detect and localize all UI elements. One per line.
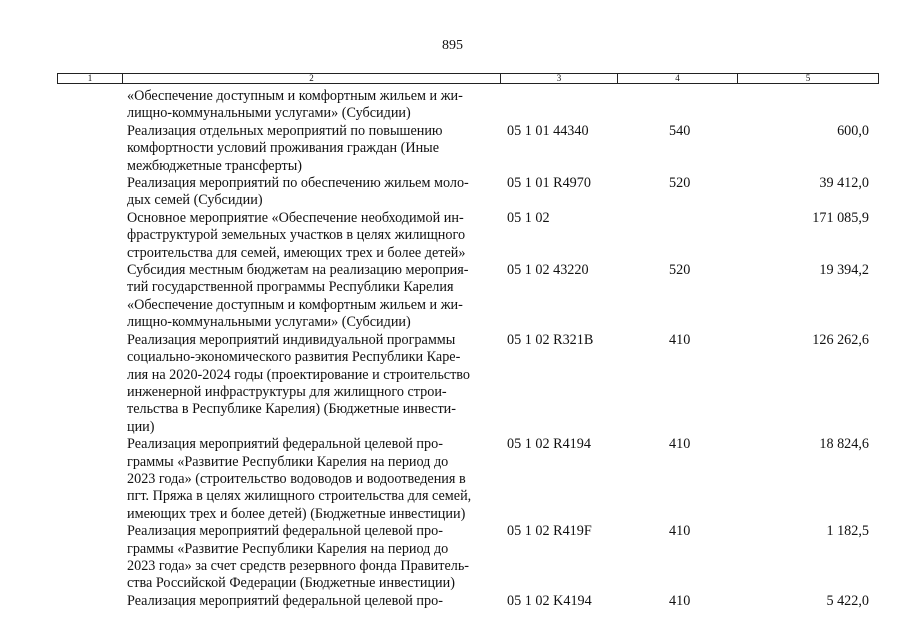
row-amount: 1 182,5 (826, 523, 869, 540)
table-row (57, 175, 879, 210)
row-code: 05 1 02 R4194 (507, 436, 591, 453)
row-description: Реализация отдельных мероприятий по повышению комфортности условий проживания граждан (Иные межбюджетные трансферты) (127, 122, 443, 174)
row-expense-type (669, 88, 729, 123)
row-expense-type: 410 (669, 331, 691, 348)
row-code: 05 1 01 R4970 (507, 175, 591, 192)
row-description: Реализация мероприятий по обеспечению жильем моло- дых семей (Субсидии) (127, 175, 469, 209)
table-header (57, 73, 879, 84)
row-amount: 600,0 (837, 122, 869, 139)
row-description: Реализация мероприятий индивидуальной программы социально-экономического развития Республики Каре- лия на 2020-2024 годы (проектирование и строительство инженерной инфраструктуры для жилищного строи- тельства в Республике Карелия) (Бюджетные инвести- ции) (127, 331, 470, 435)
row-code: 05 1 02 K4194 (507, 592, 592, 609)
row-code: 05 1 01 44340 (507, 122, 589, 139)
row-amount: 5 422,0 (826, 592, 869, 609)
row-amount: 18 824,6 (819, 436, 869, 453)
row-code: 05 1 02 (507, 209, 550, 226)
header-col-3: 3 (501, 74, 618, 83)
table-row (57, 593, 879, 610)
page-number: 895 (442, 38, 463, 53)
table-row (57, 123, 879, 175)
row-code: 05 1 02 R419F (507, 523, 592, 540)
row-expense-type: 410 (669, 436, 691, 453)
row-description: Субсидия местным бюджетам на реализацию мероприя- тий государственной программы Республики Карелия «Обеспечение доступным и комфортным жильем и жи- лищно-коммунальными услугами» (Субсидии) (127, 262, 469, 331)
table-row (57, 332, 879, 436)
row-amount: 171 085,9 (812, 209, 869, 226)
row-code: 05 1 02 43220 (507, 262, 589, 279)
row-expense-type: 410 (669, 592, 691, 609)
row-amount: 126 262,6 (812, 331, 869, 348)
table-row (57, 210, 879, 262)
row-description: Реализация мероприятий федеральной целевой про- граммы «Развитие Республики Карелия на период до 2023 года» (строительство водоводов и водоотведения в пгт. Пряжа в целях жилищного строительства для семей, имеющих трех и более детей) (Бюджетные инвестиции) (127, 436, 472, 522)
row-expense-type: 540 (669, 122, 691, 139)
row-description: «Обеспечение доступным и комфортным жильем и жи- лищно-коммунальными услугами» (Субсидии) (127, 88, 463, 122)
row-description: Реализация мероприятий федеральной целевой про- граммы «Развитие Республики Карелия на период до 2023 года» за счет средств резервного фонда Правитель- ства Российской Федерации (Бюджетные инвестиции) (127, 523, 470, 592)
header-col-5: 5 (805, 73, 811, 83)
row-code: 05 1 02 R321B (507, 331, 594, 348)
row-description: Основное мероприятие «Обеспечение необходимой ин- фраструктурой земельных участков в целях жилищного строительства для семей, имеющих трех и более детей» (127, 209, 466, 261)
table-row (57, 523, 879, 593)
row-amount: 19 394,2 (819, 262, 869, 279)
header-col-4: 4 (618, 74, 738, 83)
row-expense-type: 520 (669, 262, 691, 279)
row-code (507, 88, 637, 123)
header-col-1: 1 (58, 74, 123, 83)
table-row (57, 88, 879, 123)
table-row (57, 262, 879, 332)
row-amount (729, 88, 869, 123)
row-expense-type: 410 (669, 523, 691, 540)
row-description: Реализация мероприятий федеральной целевой про- (127, 592, 443, 609)
header-col-2: 2 (123, 74, 501, 83)
row-expense-type (669, 210, 729, 262)
row-expense-type: 520 (669, 175, 691, 192)
table-body (57, 88, 879, 610)
table-row (57, 436, 879, 523)
row-amount: 39 412,0 (819, 175, 869, 192)
